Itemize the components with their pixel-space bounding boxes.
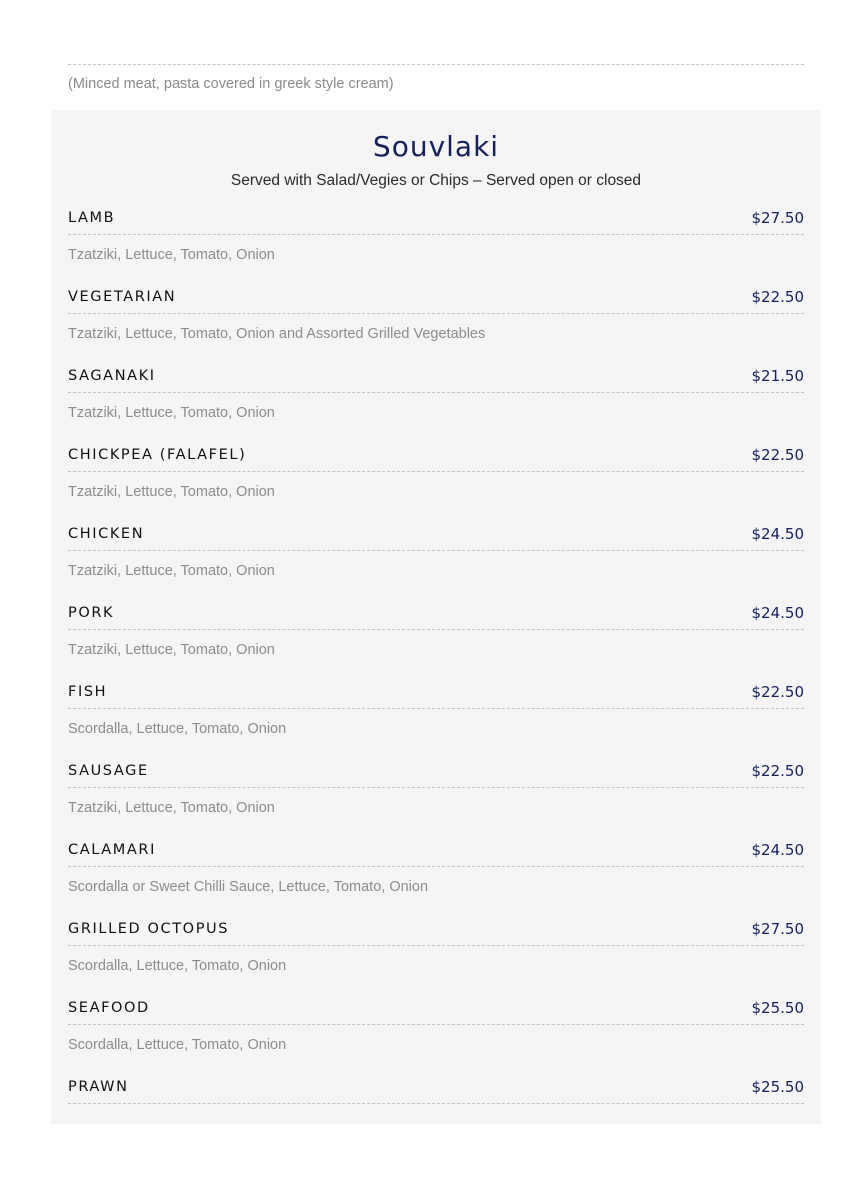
item-name: SAUSAGE [68, 763, 149, 779]
item-name: CHICKEN [68, 526, 145, 542]
item-name: FISH [68, 684, 108, 700]
menu-item-chicken [68, 525, 804, 604]
item-name: GRILLED OCTOPUS [68, 921, 230, 937]
menu-item-chickpea-falafel [68, 446, 804, 525]
item-name: CHICKPEA (FALAFEL) [68, 447, 247, 463]
item-description: Tzatziki, Lettuce, Tomato, Onion [68, 247, 275, 263]
item-divider [68, 234, 804, 235]
menu-item-prawn [68, 1078, 804, 1118]
item-divider [68, 313, 804, 314]
item-price: $22.50 [751, 288, 804, 306]
menu-item-calamari [68, 841, 804, 920]
item-divider [68, 550, 804, 551]
item-divider [68, 708, 804, 709]
item-price: $24.50 [751, 841, 804, 859]
souvlaki-section [51, 110, 821, 1124]
menu-item-vegetarian [68, 288, 804, 367]
item-price: $21.50 [751, 367, 804, 385]
item-divider [68, 629, 804, 630]
menu-item-saganaki [68, 367, 804, 446]
item-divider [68, 1024, 804, 1025]
item-divider [68, 866, 804, 867]
item-name: PRAWN [68, 1079, 129, 1095]
item-name: CALAMARI [68, 842, 156, 858]
item-divider [68, 471, 804, 472]
item-name: SAGANAKI [68, 368, 156, 384]
item-divider [68, 1103, 804, 1104]
item-description: Tzatziki, Lettuce, Tomato, Onion [68, 405, 275, 421]
item-divider [68, 787, 804, 788]
item-description: Tzatziki, Lettuce, Tomato, Onion [68, 642, 275, 658]
item-description: Scordalla, Lettuce, Tomato, Onion [68, 1037, 287, 1053]
item-price: $25.50 [751, 1078, 804, 1096]
item-divider [68, 392, 804, 393]
item-price: $27.50 [751, 209, 804, 227]
item-description: Scordalla or Sweet Chilli Sauce, Lettuce, Tomato, Onion [68, 879, 429, 895]
section-title: Souvlaki [372, 130, 500, 163]
item-price: $27.50 [751, 920, 804, 938]
item-name: SEAFOOD [68, 1000, 150, 1016]
item-divider [68, 945, 804, 946]
item-description: Scordalla, Lettuce, Tomato, Onion [68, 721, 287, 737]
item-price: $22.50 [751, 762, 804, 780]
previous-item-description: (Minced meat, pasta covered in greek style cream) [68, 76, 394, 92]
item-price: $22.50 [751, 446, 804, 464]
menu-item-seafood [68, 999, 804, 1078]
menu-item-lamb [68, 209, 804, 288]
item-description: Tzatziki, Lettuce, Tomato, Onion [68, 800, 275, 816]
item-name: LAMB [68, 210, 116, 226]
item-price: $25.50 [751, 999, 804, 1017]
item-price: $22.50 [751, 683, 804, 701]
item-description: Scordalla, Lettuce, Tomato, Onion [68, 958, 287, 974]
item-description: Tzatziki, Lettuce, Tomato, Onion and Assorted Grilled Vegetables [68, 326, 486, 342]
item-price: $24.50 [751, 525, 804, 543]
menu-item-fish [68, 683, 804, 762]
menu-item-pork [68, 604, 804, 683]
menu-item-grilled-octopus [68, 920, 804, 999]
item-name: VEGETARIAN [68, 289, 177, 305]
section-subtitle: Served with Salad/Vegies or Chips – Served open or closed [230, 172, 642, 189]
item-price: $24.50 [751, 604, 804, 622]
item-description: Tzatziki, Lettuce, Tomato, Onion [68, 484, 275, 500]
top-divider [68, 64, 804, 65]
item-description: Tzatziki, Lettuce, Tomato, Onion [68, 563, 275, 579]
menu-item-sausage [68, 762, 804, 841]
item-name: PORK [68, 605, 115, 621]
